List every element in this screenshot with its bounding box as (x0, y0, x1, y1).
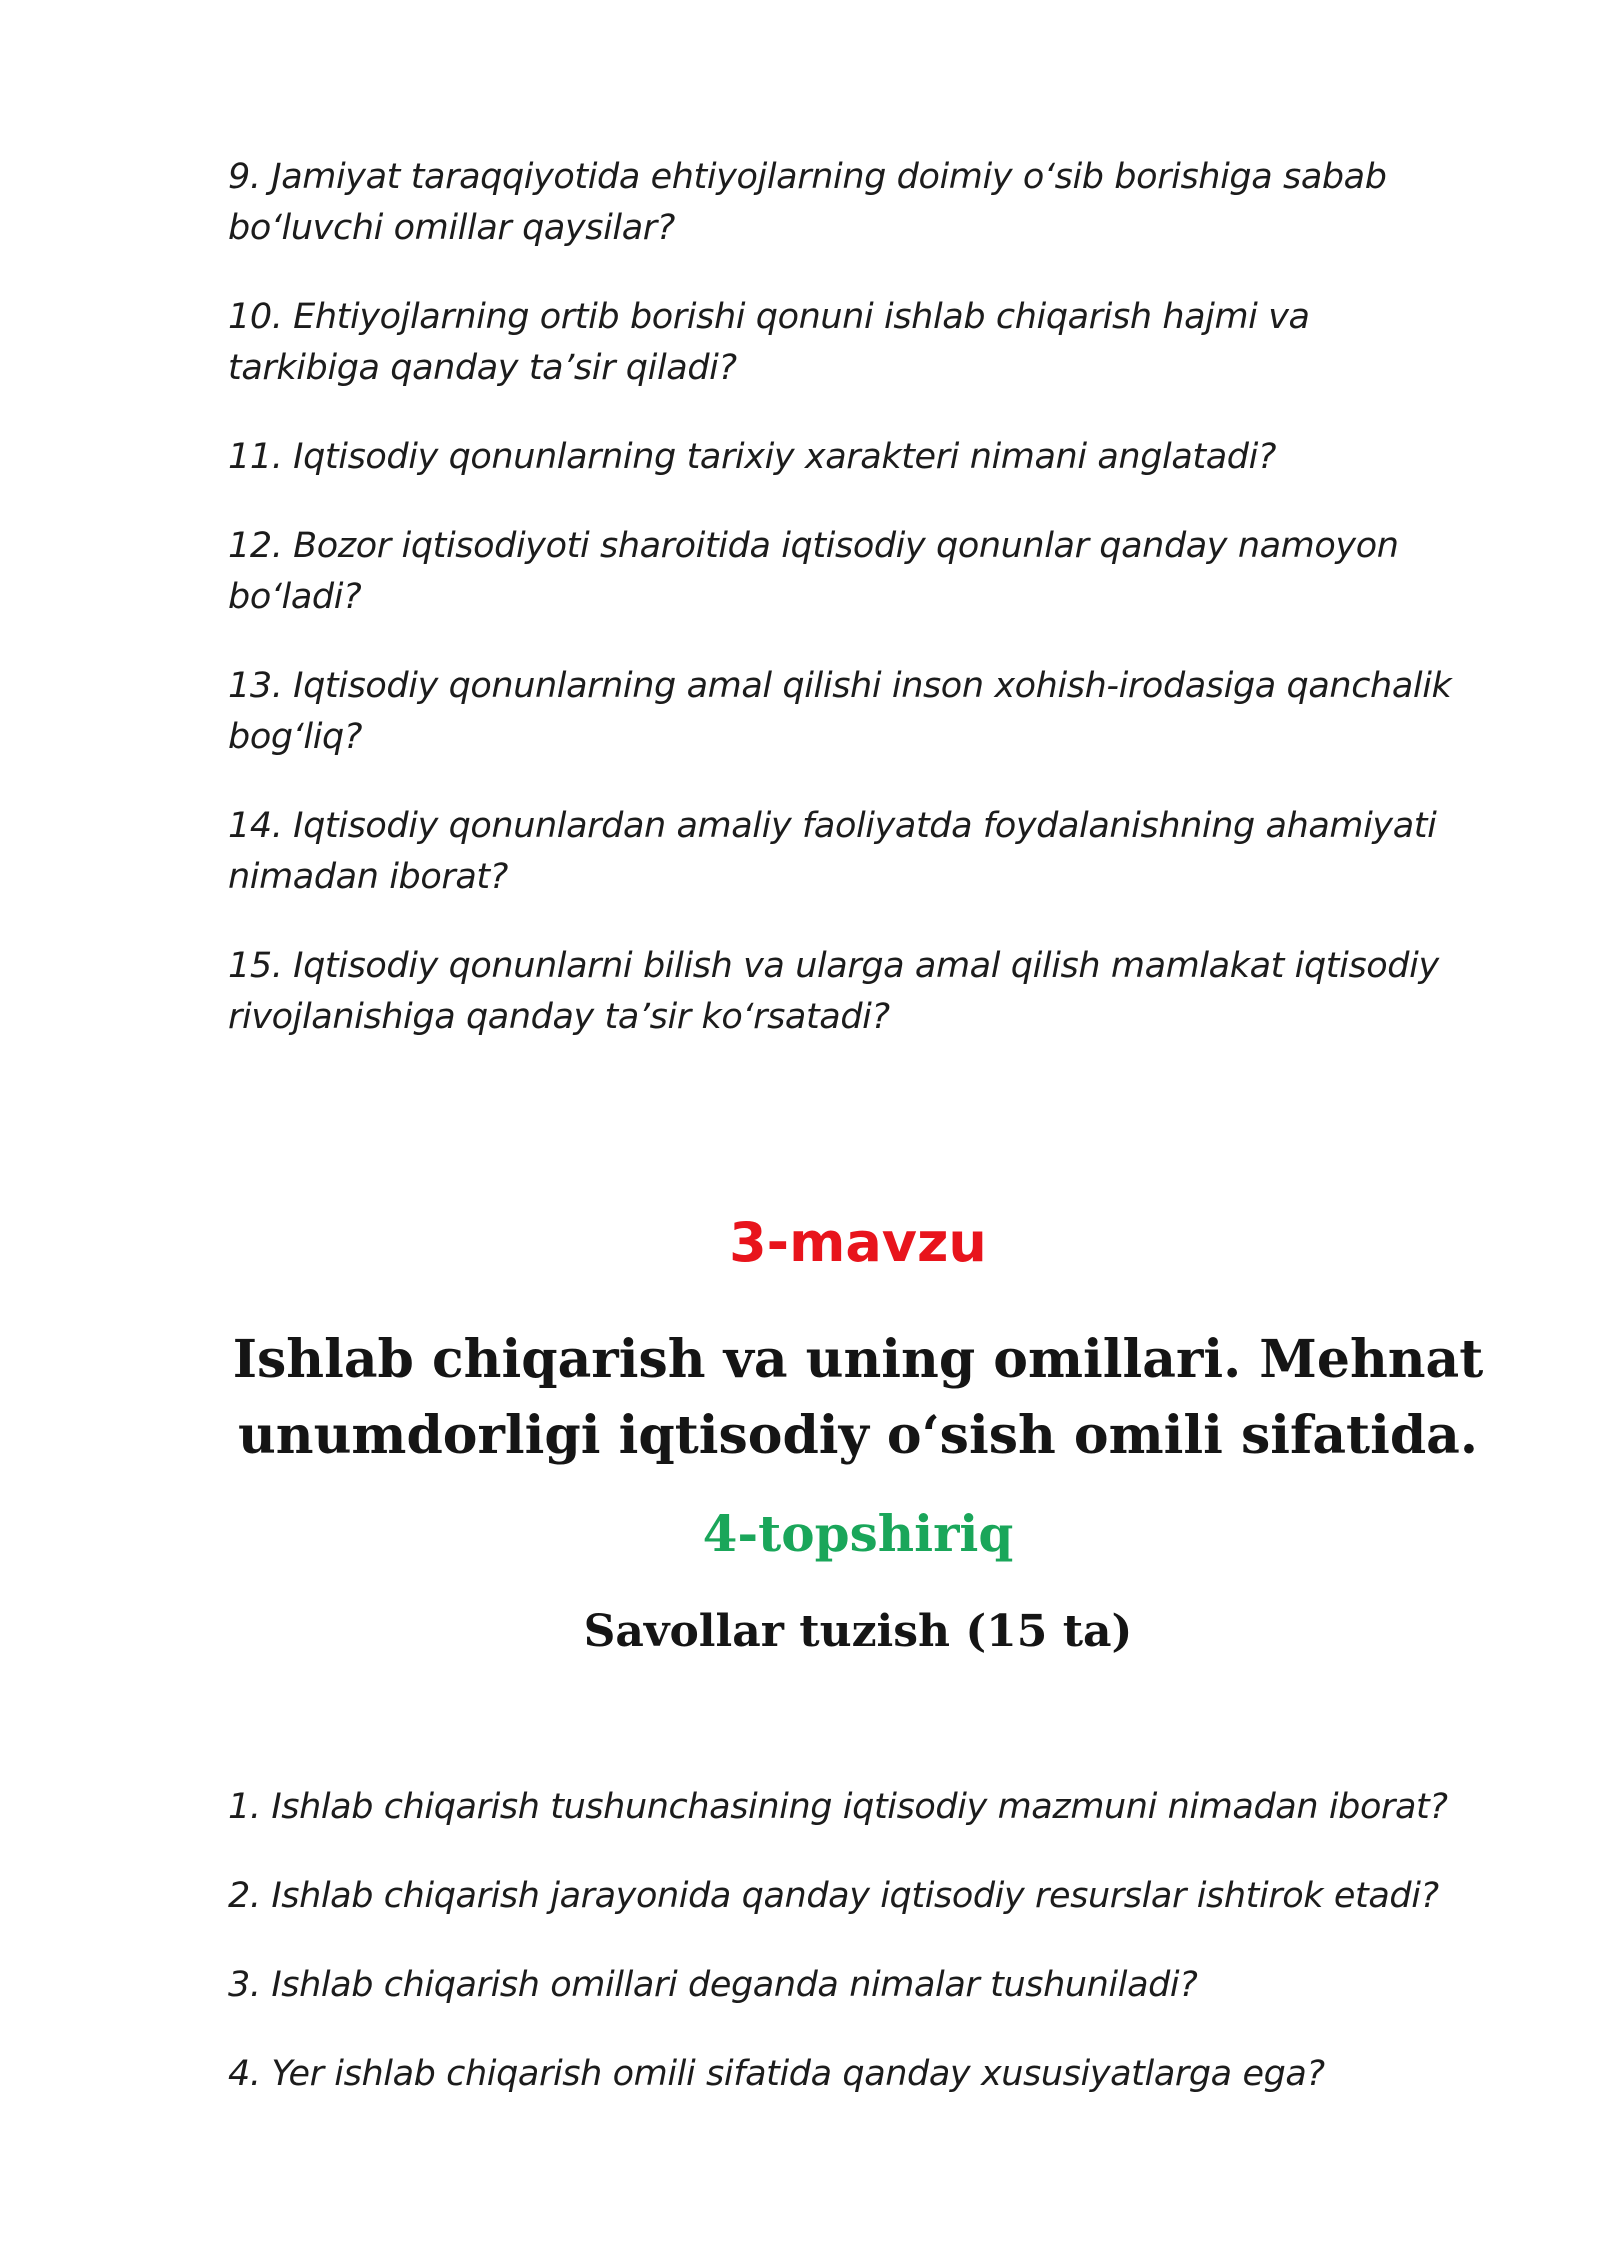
task-label: 4-topshiriq (702, 1504, 1014, 1563)
question-item: 9. Jamiyat taraqqiyotida ehtiyojlarning doimiy o‘sib borishiga sabab bo‘luvchi omillar qaysilar? (228, 157, 1387, 248)
question-item: 15. Iqtisodiy qonunlarni bilish va ularga amal qilish mamlakat iqtisodiy rivojlanishiga qanday ta’sir ko‘rsatadi? (228, 946, 1439, 1037)
question-item: 4. Yer ishlab chiqarish omili sifatida qanday xususiyatlarga ega? (228, 2054, 1325, 2094)
question-list-previous-topic (228, 152, 1468, 1081)
question-item: 1. Ishlab chiqarish tushunchasining iqtisodiy mazmuni nimadan iborat? (228, 1787, 1448, 1827)
question-list-current-topic (228, 1782, 1468, 2138)
question-item: 13. Iqtisodiy qonunlarning amal qilishi inson xohish-irodasiga qanchalik bog‘liq? (228, 666, 1452, 757)
question-item: 3. Ishlab chiqarish omillari deganda nimalar tushuniladi? (228, 1965, 1198, 2005)
question-item: 10. Ehtiyojlarning ortib borishi qonuni ishlab chiqarish hajmi va tarkibiga qanday ta’sir qiladi? (228, 297, 1310, 388)
question-item: 12. Bozor iqtisodiyoti sharoitida iqtisodiy qonunlar qanday namoyon bo‘ladi? (228, 526, 1399, 617)
question-item: 11. Iqtisodiy qonunlarning tarixiy xarakteri nimani anglatadi? (228, 437, 1277, 477)
topic-label: 3-mavzu (729, 1211, 987, 1274)
question-item: 14. Iqtisodiy qonunlardan amaliy faoliyatda foydalanishning ahamiyati nimadan iborat? (228, 806, 1437, 897)
topic-title: Ishlab chiqarish va uning omillari. Mehnat unumdorligi iqtisodiy o‘sish omili sifatida. (232, 1329, 1484, 1466)
task-subtitle: Savollar tuzish (15 ta) (583, 1606, 1133, 1657)
question-item: 2. Ishlab chiqarish jarayonida qanday iqtisodiy resurslar ishtirok etadi? (228, 1876, 1439, 1916)
